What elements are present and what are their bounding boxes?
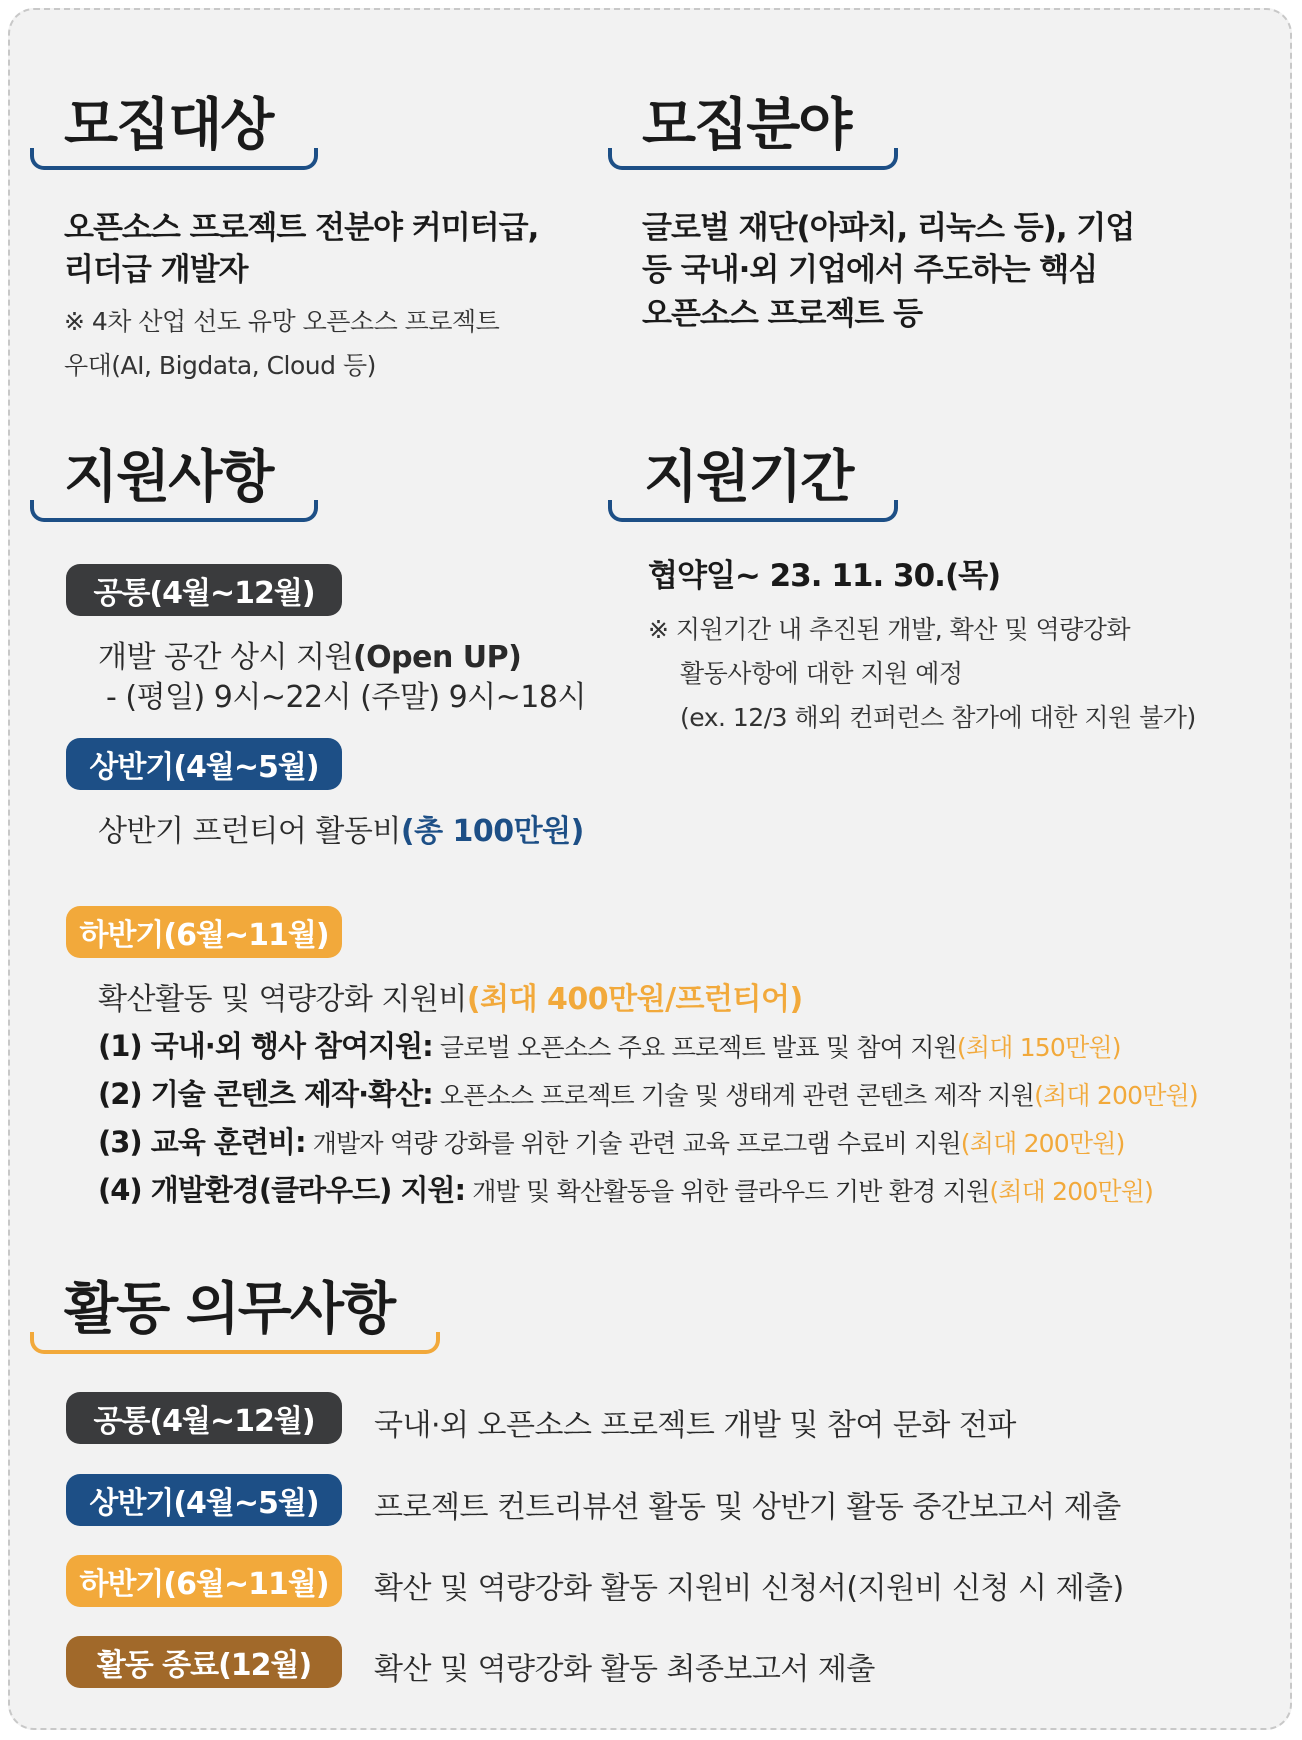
period-underline <box>608 500 898 522</box>
period-title: 지원기간 <box>644 445 853 510</box>
support-item-label: (4) 개발환경(클라우드) 지원: <box>98 1173 466 1207</box>
recruit-field-underline <box>608 148 898 170</box>
support-item-2 <box>98 1072 1198 1113</box>
period-note3: (ex. 12/3 해외 컨퍼런스 참가에 대한 지원 불가) <box>680 703 1196 732</box>
support-item-label: (1) 국내·외 행사 참여지원: <box>98 1029 433 1063</box>
recruit-target-underline <box>30 148 318 170</box>
support-item-desc: 개발자 역량 강화를 위한 기술 관련 교육 프로그램 수료비 지원 <box>305 1129 961 1158</box>
support-item-4 <box>98 1168 1153 1209</box>
support-item-amount: (최대 200만원) <box>989 1177 1154 1206</box>
support-item-1 <box>98 1024 1121 1065</box>
support-common-line1-bold: (Open UP) <box>352 640 522 675</box>
support-item-desc: 글로벌 오픈소스 주요 프로젝트 발표 및 참여 지원 <box>432 1033 957 1062</box>
recruit-target-title: 모집대상 <box>64 93 273 158</box>
support-underline <box>30 500 318 522</box>
recruit-field-line3: 오픈소스 프로젝트 등 <box>642 296 923 332</box>
duty-badge-second-half: 하반기(6월~11월) <box>66 1555 342 1607</box>
support-first-half-amount: (총 100만원) <box>400 814 584 849</box>
duty-text-end: 확산 및 역량강화 활동 최종보고서 제출 <box>374 1652 875 1687</box>
recruit-field-line1: 글로벌 재단(아파치, 리눅스 등), 기업 <box>642 210 1135 246</box>
duty-text-first-half: 프로젝트 컨트리뷰션 활동 및 상반기 활동 중간보고서 제출 <box>374 1490 1121 1525</box>
support-common-line1-text: 개발 공간 상시 지원 <box>98 640 353 675</box>
period-note2: 활동사항에 대한 지원 예정 <box>680 659 963 688</box>
period-note1: ※ 지원기간 내 추진된 개발, 확산 및 역량강화 <box>648 615 1131 644</box>
support-item-label: (2) 기술 콘텐츠 제작·확산: <box>98 1077 433 1111</box>
duty-text-common: 국내·외 오픈소스 프로젝트 개발 및 참여 문화 전파 <box>374 1408 1016 1443</box>
duties-underline <box>30 1332 440 1354</box>
support-item-amount: (최대 200만원) <box>1034 1081 1198 1110</box>
duty-badge-end: 활동 종료(12월) <box>66 1636 342 1688</box>
support-common-line1 <box>98 632 521 676</box>
support-second-half-amount: (최대 400만원/프런티어) <box>466 982 803 1017</box>
duty-badge-common: 공통(4월~12월) <box>66 1392 342 1444</box>
recruit-target-line2: 리더급 개발자 <box>64 252 248 288</box>
support-item-desc: 오픈소스 프로젝트 기술 및 생태계 관련 콘텐츠 제작 지원 <box>432 1081 1035 1110</box>
recruit-target-note1: ※ 4차 산업 선도 유망 오픈소스 프로젝트 <box>64 307 500 336</box>
support-second-half-text: 확산활동 및 역량강화 지원비 <box>98 982 467 1017</box>
duty-text-second-half: 확산 및 역량강화 활동 지원비 신청서(지원비 신청 시 제출) <box>374 1571 1124 1606</box>
recruit-target-line1: 오픈소스 프로젝트 전분야 커미터급, <box>64 210 539 246</box>
recruit-target-note2: 우대(AI, Bigdata, Cloud 등) <box>64 351 376 380</box>
support-item-amount: (최대 150만원) <box>956 1033 1121 1062</box>
support-item-3 <box>98 1120 1125 1161</box>
support-first-half-text: 상반기 프런티어 활동비 <box>98 814 401 849</box>
support-second-half-badge: 하반기(6월~11월) <box>66 906 342 958</box>
support-second-half-line <box>98 974 803 1018</box>
support-item-label: (3) 교육 훈련비: <box>98 1125 306 1159</box>
duty-badge-first-half: 상반기(4월~5월) <box>66 1474 342 1526</box>
recruit-field-line2: 등 국내·외 기업에서 주도하는 핵심 <box>642 252 1098 288</box>
support-common-badge: 공통(4월~12월) <box>66 564 342 616</box>
support-first-half-line <box>98 806 584 850</box>
support-common-line2: - (평일) 9시~22시 (주말) 9시~18시 <box>106 680 586 715</box>
support-item-amount: (최대 200만원) <box>960 1129 1125 1158</box>
recruit-field-title: 모집분야 <box>642 93 851 158</box>
support-first-half-badge: 상반기(4월~5월) <box>66 738 342 790</box>
support-item-desc: 개발 및 확산활동을 위한 클라우드 기반 환경 지원 <box>465 1177 990 1206</box>
support-title: 지원사항 <box>64 445 273 510</box>
period-date: 협약일~ 23. 11. 30.(목) <box>648 558 1001 594</box>
duties-title: 활동 의무사항 <box>64 1277 395 1342</box>
